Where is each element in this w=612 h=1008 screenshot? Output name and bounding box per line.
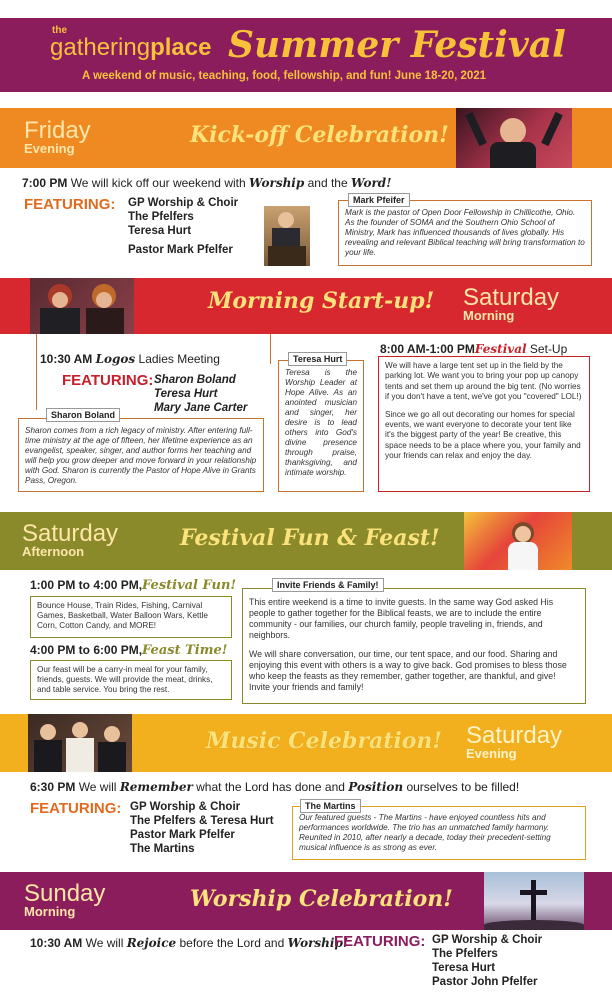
friday-banner bbox=[0, 108, 612, 168]
sunday-performers: GP Worship & Choir The Pfelfers Teresa Hurt Pastor John Pfelfer bbox=[432, 934, 543, 988]
header-banner bbox=[0, 18, 612, 92]
sharon-boland-tag: Sharon Boland bbox=[46, 408, 120, 422]
sat-morning-performers: Sharon Boland Teresa Hurt Mary Jane Carter bbox=[154, 374, 248, 414]
festival-title: Summer Festival bbox=[228, 24, 566, 66]
friday-day: Friday bbox=[24, 117, 91, 144]
sat-evening-performers: GP Worship & Choir The Pfelfers & Teresa Hurt Pastor Mark Pfelfer The Martins bbox=[130, 801, 274, 855]
setup-box: We will have a large tent set up in the field by the parking lot. We want you to bring your pop up canopy tents and set them up around the big tent. (No worries if you don't have a tent, we've got you "covered" LOL!) Since we go all out decorating our homes for special events, we want everyone to decorate your tent like it's the biggest party of the year! Be creative, this space needs to be a place where you, your family and your friends can relax and enjoy the day. bbox=[378, 356, 590, 492]
sat-morning-banner bbox=[0, 278, 612, 334]
sunday-title: Worship Celebration! bbox=[190, 886, 453, 912]
tagline: A weekend of music, teaching, food, fellowship, and fun! June 18-20, 2021 bbox=[82, 70, 487, 82]
sat-morning-photo bbox=[30, 278, 134, 334]
sat-morning-featuring: FEATURING: bbox=[62, 372, 154, 389]
sunday-day: Sunday bbox=[24, 880, 106, 907]
friday-title: Kick-off Celebration! bbox=[190, 122, 449, 148]
fun-schedule: 1:00 PM to 4:00 PM,Festival Fun! bbox=[30, 578, 237, 593]
logos-schedule: 10:30 AM Logos Ladies Meeting bbox=[40, 352, 220, 366]
sunday-schedule: 10:30 AM We will Rejoice before the Lord and Worship! bbox=[30, 936, 349, 950]
invite-box: This entire weekend is a time to invite guests. In the same way God asked His people to gather together for the Biblical feasts, we are to include the entire community - our families, our church family, people traveling in, friends, and neighbors. We will share conversation, our time, our tent space, and our food. Sharing and enjoying this event with others is a way to give back. God promises to bless those who keep the feasts as they remember, gather together, are thankful, and give! Invite your friends and family! bbox=[242, 588, 586, 704]
logo-the: the bbox=[52, 25, 67, 36]
friday-schedule: 7:00 PM We will kick off our weekend with Worship and the Word! bbox=[22, 176, 392, 190]
friday-part: Evening bbox=[24, 141, 75, 156]
mark-pfeifer-bio: Mark is the pastor of Open Door Fellowship in Chillicothe, Ohio. As the founder of SOMA and the Southern Ohio School of Ministry, Mark has influenced thousands of lives globally. His revealing and relevant Biblical teaching will bring transformation to your life. bbox=[338, 200, 592, 266]
sunday-part: Morning bbox=[24, 904, 76, 919]
sat-morning-part: Morning bbox=[463, 308, 515, 323]
setup-schedule: 8:00 AM-1:00 PMFestival Set-Up bbox=[380, 342, 568, 356]
logo-place: place bbox=[150, 34, 212, 61]
teresa-hurt-bio: Teresa is the Worship Leader at Hope Alive. As an anointed musician and singer, her desire is to lead others into God's divine presence through praise, thanksgiving, and intimate worship. bbox=[278, 360, 364, 492]
connector-line bbox=[270, 334, 271, 364]
sunday-banner bbox=[0, 872, 612, 930]
sat-evening-part: Evening bbox=[466, 746, 517, 761]
logo-gathering: gathering bbox=[50, 34, 151, 61]
sat-afternoon-day: Saturday bbox=[22, 520, 119, 547]
mark-pfeifer-photo bbox=[264, 206, 310, 266]
sat-evening-banner bbox=[0, 714, 612, 772]
cross-photo bbox=[484, 872, 584, 930]
invite-tag: Invite Friends & Family! bbox=[272, 578, 384, 592]
sat-evening-day: Saturday bbox=[466, 722, 563, 749]
friday-performers: GP Worship & Choir The Pfelfers Teresa Hurt bbox=[128, 197, 239, 237]
teresa-hurt-tag: Teresa Hurt bbox=[288, 352, 347, 366]
feast-schedule: 4:00 PM to 6:00 PM,Feast Time! bbox=[30, 643, 228, 658]
sat-evening-featuring: FEATURING: bbox=[30, 800, 122, 817]
music-schedule: 6:30 PM We will Remember what the Lord has done and Position ourselves to be filled! bbox=[30, 780, 520, 794]
friday-photo bbox=[456, 108, 572, 168]
mark-pfeifer-tag: Mark Pfeifer bbox=[348, 193, 410, 207]
sharon-boland-bio: Sharon comes from a rich legacy of ministry. After entering full-time ministry at the age of fifteen, her lifetime experience as an evangelist, speaker, singer, and author forms her teaching and will help you grow deeper and move forward in your relationship with God. Sharon is currently the Pastor of Hope Alive in Grants Pass, Oregon. bbox=[18, 418, 264, 492]
friday-pastor: Pastor Mark Pfelfer bbox=[128, 244, 233, 256]
sunday-featuring: FEATURING: bbox=[334, 933, 426, 950]
sat-afternoon-title: Festival Fun & Feast! bbox=[180, 525, 440, 551]
fun-box: Bounce House, Train Rides, Fishing, Carnival Games, Basketball, Water Balloon Wars, Kettle Corn, Cotton Candy, and MORE! bbox=[30, 596, 232, 638]
sat-morning-day: Saturday bbox=[463, 284, 560, 311]
sat-afternoon-banner bbox=[0, 512, 612, 570]
feast-box: Our feast will be a carry-in meal for your family, friends, guests. We will provide the meat, drinks, and table service. You bring the rest. bbox=[30, 660, 232, 700]
sat-evening-title: Music Celebration! bbox=[206, 728, 443, 754]
friday-featuring: FEATURING: bbox=[24, 196, 116, 213]
sat-afternoon-photo bbox=[464, 512, 572, 570]
connector-line bbox=[36, 334, 37, 410]
martins-bio: Our featured guests - The Martins - have enjoyed countless hits and performances worldwide. The trio has an unmatched family harmony. Reunited in 2010, after nearly a decade, today their precedent-setting musical influence is as strong as ever. bbox=[292, 806, 586, 860]
martins-tag: The Martins bbox=[300, 799, 361, 813]
martins-photo bbox=[28, 714, 132, 772]
sat-afternoon-part: Afternoon bbox=[22, 544, 85, 559]
logo-wordmark bbox=[50, 34, 211, 62]
sat-morning-title: Morning Start-up! bbox=[208, 288, 435, 314]
